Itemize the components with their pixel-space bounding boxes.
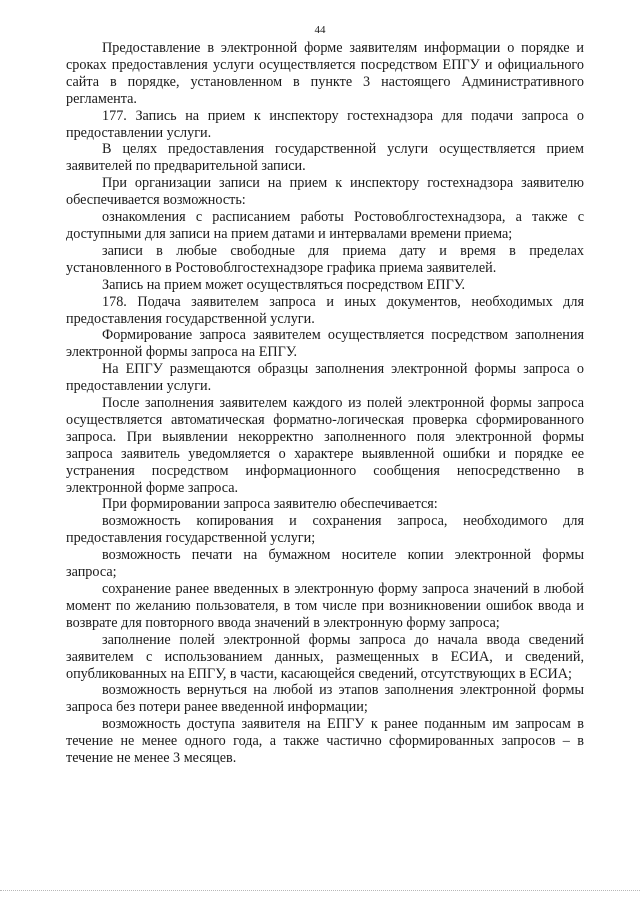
paragraph: возможность печати на бумажном носителе копии электронной формы запроса;	[66, 547, 584, 581]
paragraph: При организации записи на прием к инспектору гостехнадзора заявителю обеспечивается возможность:	[66, 175, 584, 209]
paragraph: возможность копирования и сохранения запроса, необходимого для предоставления государственной услуги;	[66, 513, 584, 547]
paragraph: 177. Запись на прием к инспектору гостехнадзора для подачи запроса о предоставлении услуги.	[66, 107, 584, 141]
paragraph: Запись на прием может осуществляться посредством ЕПГУ.	[102, 276, 466, 293]
paragraph: возможность доступа заявителя на ЕПГУ к ранее поданным им запросам в течение не менее одного года, а также частично сформированных запросов – в течение не менее 3 месяцев.	[66, 716, 584, 767]
paragraph: записи в любые свободные для приема дату и время в пределах установленного в Ростовоблгостехнадзоре графика приема заявителей.	[66, 242, 584, 276]
paragraph: сохранение ранее введенных в электронную форму запроса значений в любой момент по желанию пользователя, в том числе при возникновении ошибок ввода и возврате для повторного ввода значений в электронную форму запроса;	[66, 581, 584, 631]
paragraph: В целях предоставления государственной услуги осуществляется прием заявителей по предварительной записи.	[66, 141, 584, 175]
paragraph: заполнение полей электронной формы запроса до начала ввода сведений заявителем с использованием данных, размещенных в ЕСИА, и сведений, опубликованных на ЕПГУ, в части, касающейся сведений, отсутствующих в ЕСИА;	[66, 631, 584, 682]
document-body	[66, 40, 584, 767]
scan-footer-line	[0, 890, 640, 891]
paragraph: возможность вернуться на любой из этапов заполнения электронной формы запроса без потери ранее введенной информации;	[66, 682, 584, 716]
paragraph: Формирование запроса заявителем осуществляется посредством заполнения электронной формы запроса на ЕПГУ.	[66, 327, 584, 361]
page-number: 44	[314, 24, 326, 36]
paragraph: ознакомления с расписанием работы Ростовоблгостехнадзора, а также с доступными для записи на прием датами и интервалами времени приема;	[66, 209, 584, 242]
paragraph: Предоставление в электронной форме заявителям информации о порядке и сроках предоставления услуги осуществляется посредством ЕПГУ и официального сайта в порядке, установленном в пункте 3 настоящего Административного регламента.	[66, 40, 584, 107]
paragraph: 178. Подача заявителем запроса и иных документов, необходимых для предоставления государственной услуги.	[66, 293, 584, 327]
paragraph: После заполнения заявителем каждого из полей электронной формы запроса осуществляется автоматическая форматно-логическая проверка сформированного запроса. При выявлении некорректно заполненного поля электронной формы запроса заявитель уведомляется о характере выявленной ошибки и порядке ее устранения посредством информационного сообщения непосредственно в электронной форме запроса.	[66, 395, 584, 496]
paragraph: На ЕПГУ размещаются образцы заполнения электронной формы запроса о предоставлении услуги.	[66, 361, 584, 395]
paragraph: При формировании запроса заявителю обеспечивается:	[102, 496, 438, 513]
